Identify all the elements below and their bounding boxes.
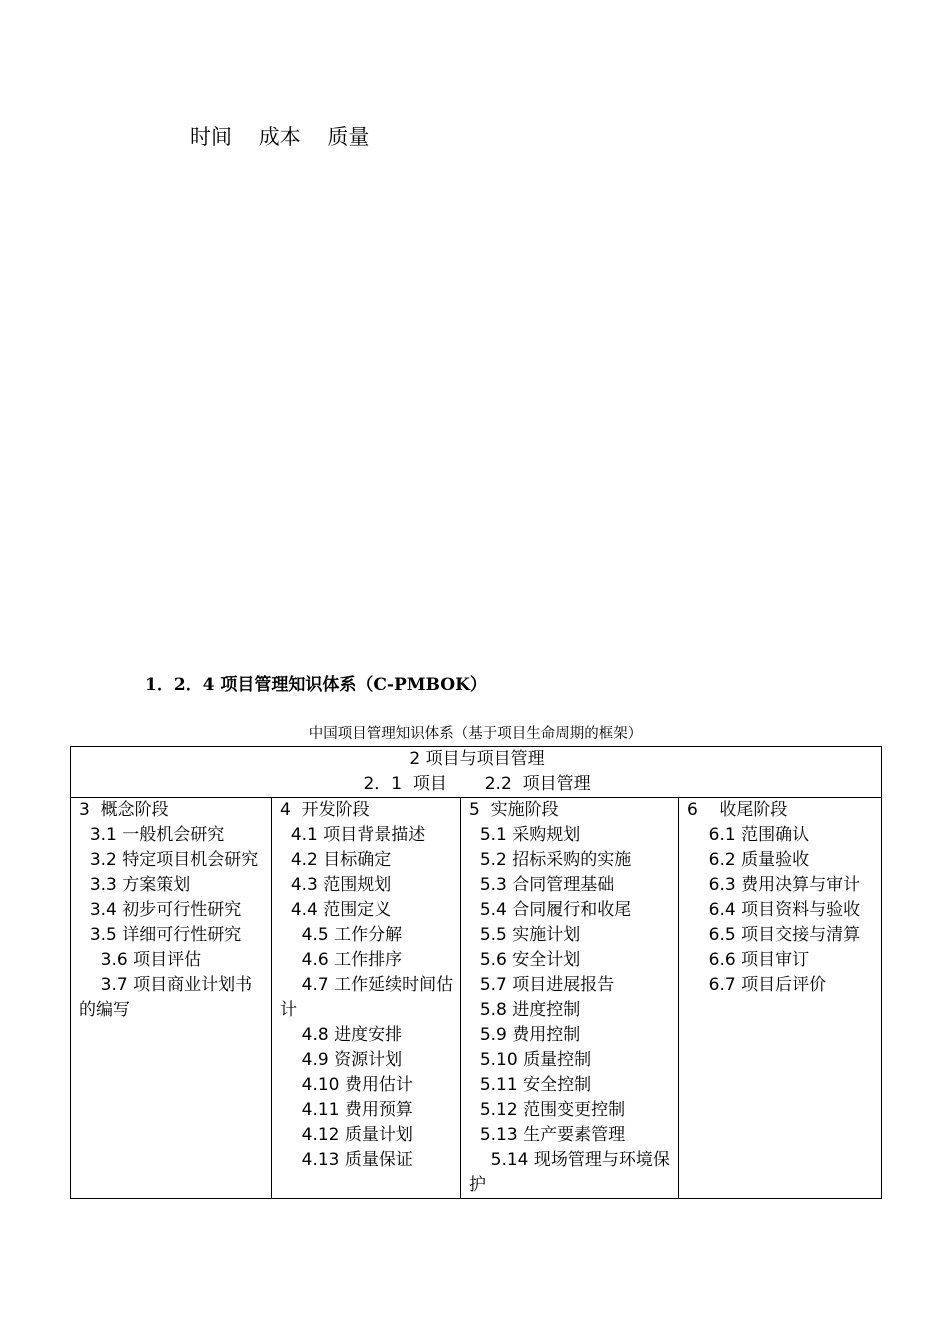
- list-item: 4.3 范围规划: [280, 875, 392, 895]
- list-item: 5.4 合同履行和收尾: [469, 900, 632, 920]
- list-item: 4.13 质量保证: [280, 1150, 413, 1170]
- list-item: 5.14 现场管理与环境保护: [469, 1150, 670, 1195]
- list-item: 4.9 资源计划: [280, 1050, 403, 1070]
- list-item: 5.3 合同管理基础: [469, 875, 615, 895]
- list-item: 5.12 范围变更控制: [469, 1100, 626, 1120]
- list-item: 4.2 目标确定: [280, 850, 392, 870]
- table-phase-row: [71, 798, 882, 1199]
- list-item: 4.7 工作延续时间估计: [280, 975, 454, 1020]
- section-heading: 1．2．4 项目管理知识体系（C-PMBOK）: [145, 675, 487, 695]
- phase-column-concept: [71, 798, 272, 1199]
- phase-column-development: [272, 798, 461, 1199]
- list-item: 5.6 安全计划: [469, 950, 581, 970]
- list-item: 5.8 进度控制: [469, 1000, 581, 1020]
- list-item: 5.2 招标采购的实施: [469, 850, 632, 870]
- list-item: 3.3 方案策划: [79, 875, 191, 895]
- list-item: 6.5 项目交接与清算: [687, 925, 861, 945]
- phase-title: 4 开发阶段: [280, 800, 370, 820]
- list-item: 5.7 项目进展报告: [469, 975, 615, 995]
- list-item: 3.5 详细可行性研究: [79, 925, 242, 945]
- list-item: 5.1 采购规划: [469, 825, 581, 845]
- list-item: 5.13 生产要素管理: [469, 1125, 626, 1145]
- top-keywords-line: 时间 成本 质量: [190, 125, 370, 149]
- list-item: 5.11 安全控制: [469, 1075, 592, 1095]
- list-item: 6.3 费用决算与审计: [687, 875, 861, 895]
- phase-title: 6 收尾阶段: [687, 800, 788, 820]
- table-caption: 中国项目管理知识体系（基于项目生命周期的框架）: [308, 726, 643, 742]
- phase-column-closing: [679, 798, 882, 1199]
- list-item: 3.4 初步可行性研究: [79, 900, 242, 920]
- list-item: 4.8 进度安排: [280, 1025, 403, 1045]
- list-item: 4.12 质量计划: [280, 1125, 413, 1145]
- header-subsections: 2．1 项目 2.2 项目管理: [363, 774, 591, 794]
- list-item: 3.6 项目评估: [79, 950, 202, 970]
- table-header-cell: [71, 747, 882, 798]
- phase-title: 5 实施阶段: [469, 800, 559, 820]
- knowledge-system-table: [70, 746, 882, 1199]
- list-item: 3.1 一般机会研究: [79, 825, 225, 845]
- list-item: 6.1 范围确认: [687, 825, 810, 845]
- header-project-and-management: 2 项目与项目管理: [409, 749, 545, 769]
- list-item: 6.7 项目后评价: [687, 975, 827, 995]
- table-header-row: [71, 747, 882, 798]
- phase-column-implementation: [461, 798, 679, 1199]
- list-item: 4.4 范围定义: [280, 900, 392, 920]
- list-item: 4.1 项目背景描述: [280, 825, 426, 845]
- list-item: 3.7 项目商业计划书的编写: [79, 975, 253, 1020]
- list-item: 4.10 费用估计: [280, 1075, 413, 1095]
- list-item: 4.6 工作排序: [280, 950, 403, 970]
- list-item: 5.5 实施计划: [469, 925, 581, 945]
- list-item: 4.5 工作分解: [280, 925, 403, 945]
- list-item: 5.10 质量控制: [469, 1050, 592, 1070]
- list-item: 5.9 费用控制: [469, 1025, 581, 1045]
- list-item: 6.4 项目资料与验收: [687, 900, 861, 920]
- list-item: 4.11 费用预算: [280, 1100, 413, 1120]
- list-item: 6.6 项目审订: [687, 950, 810, 970]
- phase-title: 3 概念阶段: [79, 800, 169, 820]
- list-item: 3.2 特定项目机会研究: [79, 850, 259, 870]
- list-item: 6.2 质量验收: [687, 850, 810, 870]
